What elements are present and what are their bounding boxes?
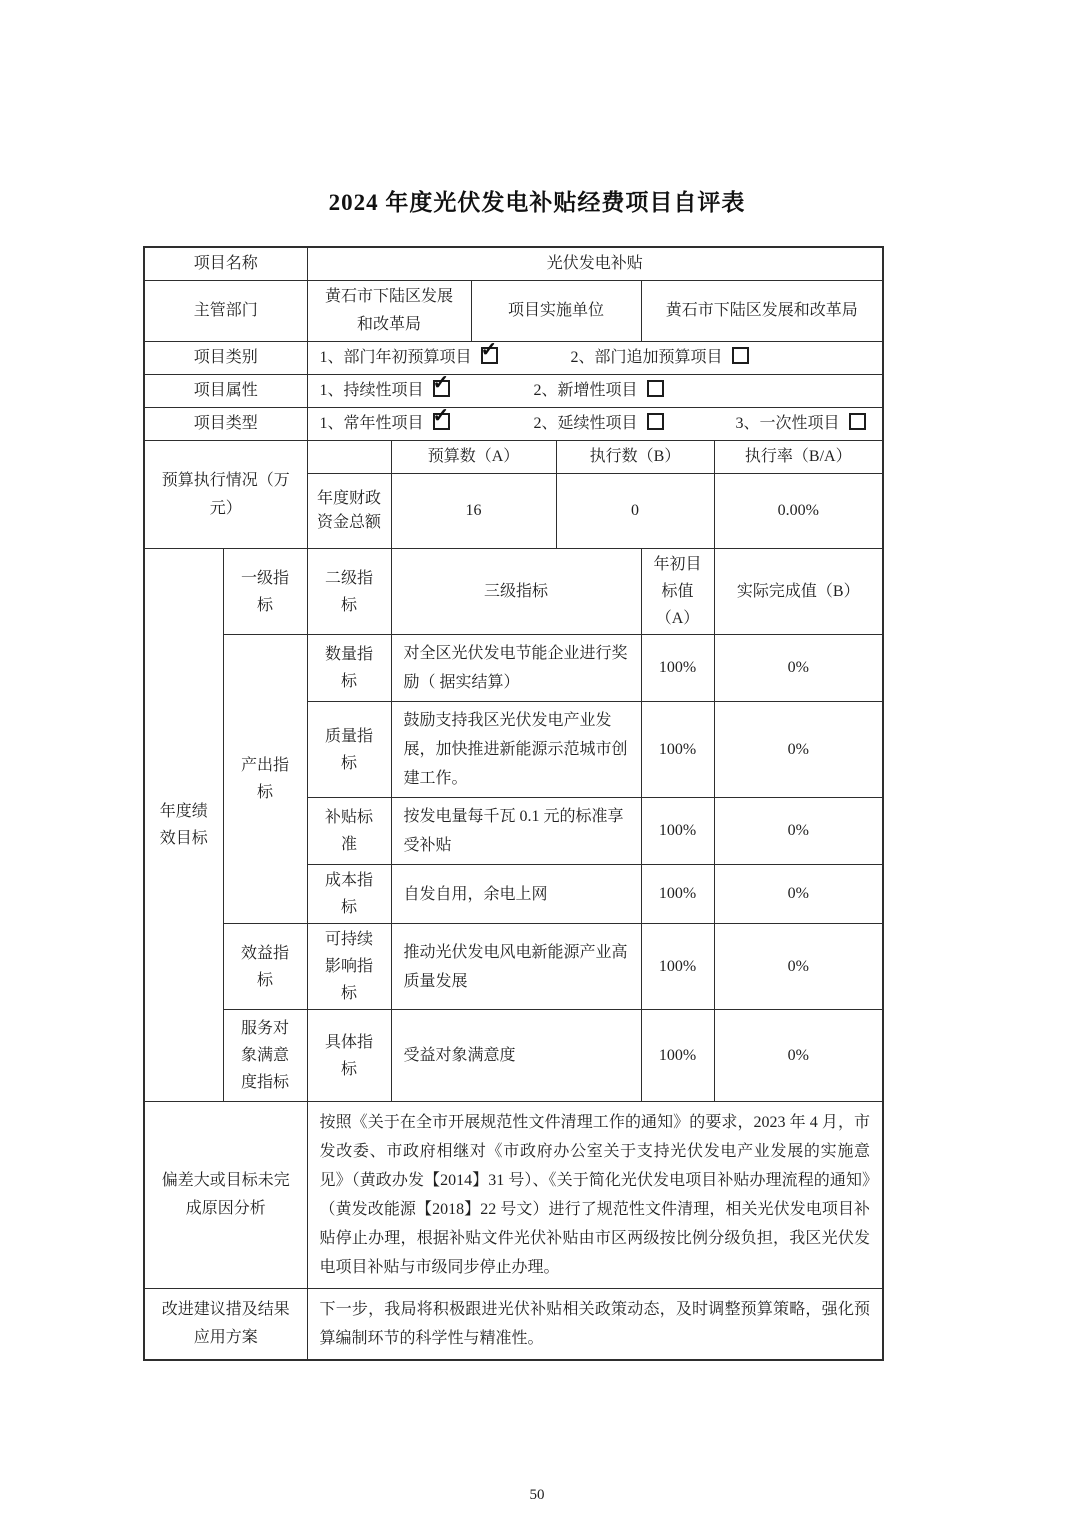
indicator-actual: 0% (714, 924, 883, 1010)
table-row-indicator (144, 635, 883, 702)
indicator-l1: 产出指标 (223, 635, 307, 924)
table-row-improvement (144, 1289, 883, 1361)
indicator-l2: 可持续影响指标 (307, 924, 391, 1010)
indicator-target: 100% (641, 702, 714, 798)
option-label: 1、持续性项目 (319, 382, 424, 399)
table-row-budget-header (144, 441, 883, 474)
indicator-target: 100% (641, 865, 714, 924)
checkbox-checked-icon (433, 413, 450, 430)
self-evaluation-table (143, 246, 884, 1361)
project-name-label: 项目名称 (144, 247, 307, 281)
category-label: 项目类别 (144, 342, 307, 375)
option-item (571, 344, 749, 372)
indicator-actual: 0% (714, 865, 883, 924)
option-item (736, 410, 866, 438)
table-row-category (144, 342, 883, 375)
table-row-type (144, 408, 883, 441)
indicator-l1: 效益指标 (223, 924, 307, 1010)
budget-value-rate: 0.00% (714, 474, 883, 549)
checkbox-unchecked-icon (647, 380, 664, 397)
indicator-l3: 自发自用，余电上网 (391, 865, 641, 924)
option-label: 3、一次性项目 (735, 415, 840, 432)
indicator-header-actual: 实际完成值（B） (714, 549, 883, 635)
indicator-actual: 0% (714, 798, 883, 865)
page-number: 50 (529, 1487, 545, 1503)
project-name-value: 光伏发电补贴 (307, 247, 883, 281)
option-label: 2、部门追加预算项目 (570, 349, 723, 366)
budget-col-a: 预算数（A） (391, 441, 556, 474)
indicator-header-target: 年初目标值（A） (641, 549, 714, 635)
option-label: 2、延续性项目 (533, 415, 638, 432)
table-row-attribute (144, 375, 883, 408)
indicator-l2: 数量指标 (307, 635, 391, 702)
category-options (307, 342, 883, 375)
table-row-project-name (144, 247, 883, 281)
dept-label: 主管部门 (144, 281, 307, 342)
indicator-l3: 推动光伏发电风电新能源产业高质量发展 (391, 924, 641, 1010)
budget-row-label: 预算执行情况（万元） (144, 441, 307, 549)
indicator-l2: 具体指标 (307, 1010, 391, 1102)
budget-col-rate: 执行率（B/A） (714, 441, 883, 474)
checkbox-unchecked-icon (849, 413, 866, 430)
type-label: 项目类型 (144, 408, 307, 441)
attribute-options (307, 375, 883, 408)
table-row-deviation (144, 1102, 883, 1289)
indicator-l3: 受益对象满意度 (391, 1010, 641, 1102)
indicator-actual: 0% (714, 1010, 883, 1102)
indicator-actual: 0% (714, 702, 883, 798)
budget-empty-cell (307, 441, 391, 474)
improvement-label: 改进建议措及结果应用方案 (144, 1289, 307, 1361)
budget-value-b: 0 (556, 474, 714, 549)
indicator-header-l3: 三级指标 (391, 549, 641, 635)
table-row-indicator-header (144, 549, 883, 635)
indicator-header-l1: 一级指标 (223, 549, 307, 635)
indicator-target: 100% (641, 798, 714, 865)
indicator-l2: 补贴标准 (307, 798, 391, 865)
indicator-header-l2: 二级指标 (307, 549, 391, 635)
indicator-actual: 0% (714, 635, 883, 702)
indicator-target: 100% (641, 1010, 714, 1102)
option-item (320, 344, 567, 372)
checkbox-checked-icon (433, 380, 450, 397)
option-label: 1、部门年初预算项目 (319, 349, 472, 366)
option-label: 2、新增性项目 (533, 382, 638, 399)
table-row-indicator (144, 1010, 883, 1102)
option-label: 1、常年性项目 (319, 415, 424, 432)
deviation-label: 偏差大或目标未完成原因分析 (144, 1102, 307, 1289)
impl-label: 项目实施单位 (471, 281, 641, 342)
impl-value: 黄石市下陆区发展和改革局 (641, 281, 883, 342)
budget-value-a: 16 (391, 474, 556, 549)
indicator-l1: 服务对象满意度指标 (223, 1010, 307, 1102)
dept-value: 黄石市下陆区发展和改革局 (307, 281, 471, 342)
indicator-l3: 对全区光伏发电节能企业进行奖励（ 据实结算） (391, 635, 641, 702)
indicator-target: 100% (641, 924, 714, 1010)
option-item (320, 410, 530, 438)
indicator-l2: 质量指标 (307, 702, 391, 798)
option-item (534, 377, 664, 405)
indicator-target: 100% (641, 635, 714, 702)
indicator-l2: 成本指标 (307, 865, 391, 924)
checkbox-unchecked-icon (647, 413, 664, 430)
type-options (307, 408, 883, 441)
checkbox-checked-icon (481, 347, 498, 364)
option-item (534, 410, 732, 438)
table-row-indicator (144, 924, 883, 1010)
checkbox-unchecked-icon (732, 347, 749, 364)
deviation-text: 按照《关于在全市开展规范性文件清理工作的通知》的要求，2023 年 4 月，市发改委、市政府相继对《市政府办公室关于支持光伏发电产业发展的实施意见》（黄政办发【2014】31 号）、《关于简化光伏发电项目补贴办理流程的通知》（黄发改能源【2018】22 号文）进行了规范性文件清理，相关光伏发电项目补贴停止办理，根据补贴文件光伏补贴由市区两级按比例分级负担，我区光伏发电项目补贴与市级同步停止办理。 (307, 1102, 883, 1289)
indicator-l3: 按发电量每千瓦 0.1 元的标准享受补贴 (391, 798, 641, 865)
improvement-text: 下一步，我局将积极跟进光伏补贴相关政策动态，及时调整预算策略，强化预算编制环节的科学性与精准性。 (307, 1289, 883, 1361)
option-item (320, 377, 530, 405)
attribute-label: 项目属性 (144, 375, 307, 408)
budget-col-b: 执行数（B） (556, 441, 714, 474)
performance-row-label: 年度绩效目标 (144, 549, 223, 1102)
page-title: 2024 年度光伏发电补贴经费项目自评表 (328, 190, 746, 215)
budget-sub-label: 年度财政资金总额 (307, 474, 391, 549)
table-row-department (144, 281, 883, 342)
indicator-l3: 鼓励支持我区光伏发电产业发展，加快推进新能源示范城市创建工作。 (391, 702, 641, 798)
